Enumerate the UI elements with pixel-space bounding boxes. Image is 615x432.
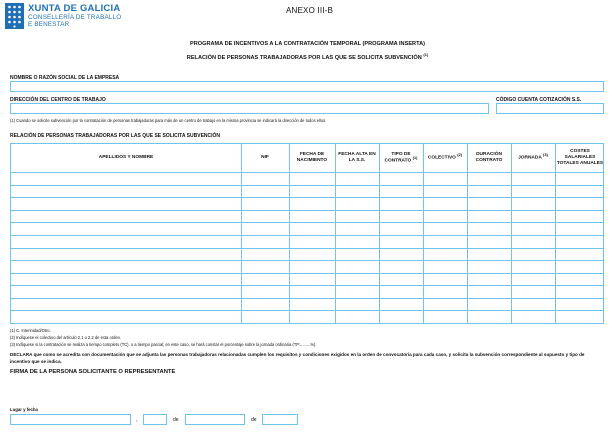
col-header-salary-costs [555,144,605,172]
col-header-ss-date [335,144,379,172]
table-row[interactable] [11,222,603,235]
col-header-name [11,144,241,172]
table-row[interactable] [11,185,603,198]
col-header-nif [241,144,289,172]
table-row[interactable] [11,248,603,261]
footnote-3: (3) Indíquese si la contratación se realiza a tiempo completo (TC), o a tiempo parcial; en este caso, se hará constar el porcentaje sobre la jornada ordinaria (TP:.........%). [10,342,317,347]
col-header-birthdate-text: FECHA DE NACIMIENTO [296,152,328,163]
org-name: XUNTA DE GALICIA [28,3,121,14]
col-header-group-ref: (2) [457,151,463,157]
table-row[interactable] [11,235,603,248]
company-name-field[interactable] [10,81,604,92]
col-header-name-text: APELLIDOS Y NOMBRE [98,155,154,160]
col-header-nif-text: NIF [261,155,269,160]
relation-title-text: RELACIÓN DE PERSONAS TRABAJADORAS POR LAS QUE SE SOLICITA SUBVENCIÓN [186,55,422,61]
org-line-2: E BENESTAR [28,21,70,28]
center-address-label: DIRECCIÓN DEL CENTRO DE TRABAJO [10,97,106,103]
company-label: NOMBRE O RAZÓN SOCIAL DE LA EMPRESA [10,75,120,81]
place-field[interactable] [10,414,131,425]
table-section-label: RELACIÓN DE PERSONAS TRABAJADORAS POR LAS QUE SE SOLICITA SUBVENCIÓN [10,133,221,139]
signature-title: FIRMA DE LA PERSONA SOLICITANTE O REPRESENTANTE [10,369,176,375]
program-title: PROGRAMA DE INCENTIVOS A LA CONTRATACIÓN TEMPORAL (PROGRAMA INSERTA) [189,41,426,47]
col-header-group [423,144,467,172]
table-row[interactable] [11,310,603,323]
col-header-birthdate [289,144,335,172]
table-row[interactable] [11,197,603,210]
col-header-contract-type [379,144,423,172]
org-line-1: CONSELLERÍA DE TRABALLO [28,14,122,21]
col-header-workday-text: JORNADA [518,155,542,161]
annex-label: ANEXO III-B [286,6,334,15]
ccc-label: CÓDIGO CUENTA COTIZACIÓN S.S. [496,97,582,103]
col-header-duration [467,144,511,172]
col-header-group-text: COLECTIVO [427,155,456,161]
footnote-1: (1) C. Interinidad/Otro. [10,328,51,333]
table-row[interactable] [11,260,603,273]
table-row[interactable] [11,210,603,223]
table-row[interactable] [11,273,603,286]
xunta-logo [5,3,145,31]
de-separator-1: de [173,417,179,423]
table-row[interactable] [11,172,603,185]
relation-title [0,52,615,61]
footnote-2: (2) Indíquese el colectivo del artículo 2.1 o 2.2 de esta orden. [10,335,122,340]
center-address-field[interactable] [10,103,489,114]
col-header-contract-type-text: TIPO DE CONTRATO [384,151,412,164]
col-header-duration-text: DURACIÓN CONTRATO [475,152,503,163]
de-separator-2: de [251,417,257,423]
table-row[interactable] [11,285,603,298]
col-header-contract-type-ref: (1) [412,154,418,160]
day-field[interactable] [143,414,167,425]
declaration-text: DECLARA que como se acredita con documentación que se adjunta las personas trabajadoras relacionadas cumplen los requisitos y condiciones exigidos en la orden de convocatoria para cada caso, y solicita la subvención correspondiente al supuesto y tipo de incentivo que se indica. [10,352,585,364]
xunta-crest-icon [5,3,24,29]
year-field[interactable] [262,414,298,425]
col-header-ss-date-text: FECHA ALTA EN LA S.S. [338,152,376,163]
table-row[interactable] [11,298,603,311]
place-date-label: Lugar y fecha [10,407,38,412]
address-note: (1) Cuando se solicite subvención por la contratación de personas trabajadoras para más de un centro de trabajo en la misma provincia se indicará la dirección de todos ellos. [10,118,327,123]
ccc-field[interactable] [496,103,604,114]
relation-title-ref: (1) [423,52,429,58]
col-header-workday-ref: (3) [543,151,548,157]
comma-separator: , [136,417,138,423]
col-header-salary-costs-text: COSTES SALARIALES TOTALES ANUALES [556,149,604,166]
month-field[interactable] [185,414,245,425]
col-header-workday [511,144,555,172]
workers-table [10,143,604,324]
